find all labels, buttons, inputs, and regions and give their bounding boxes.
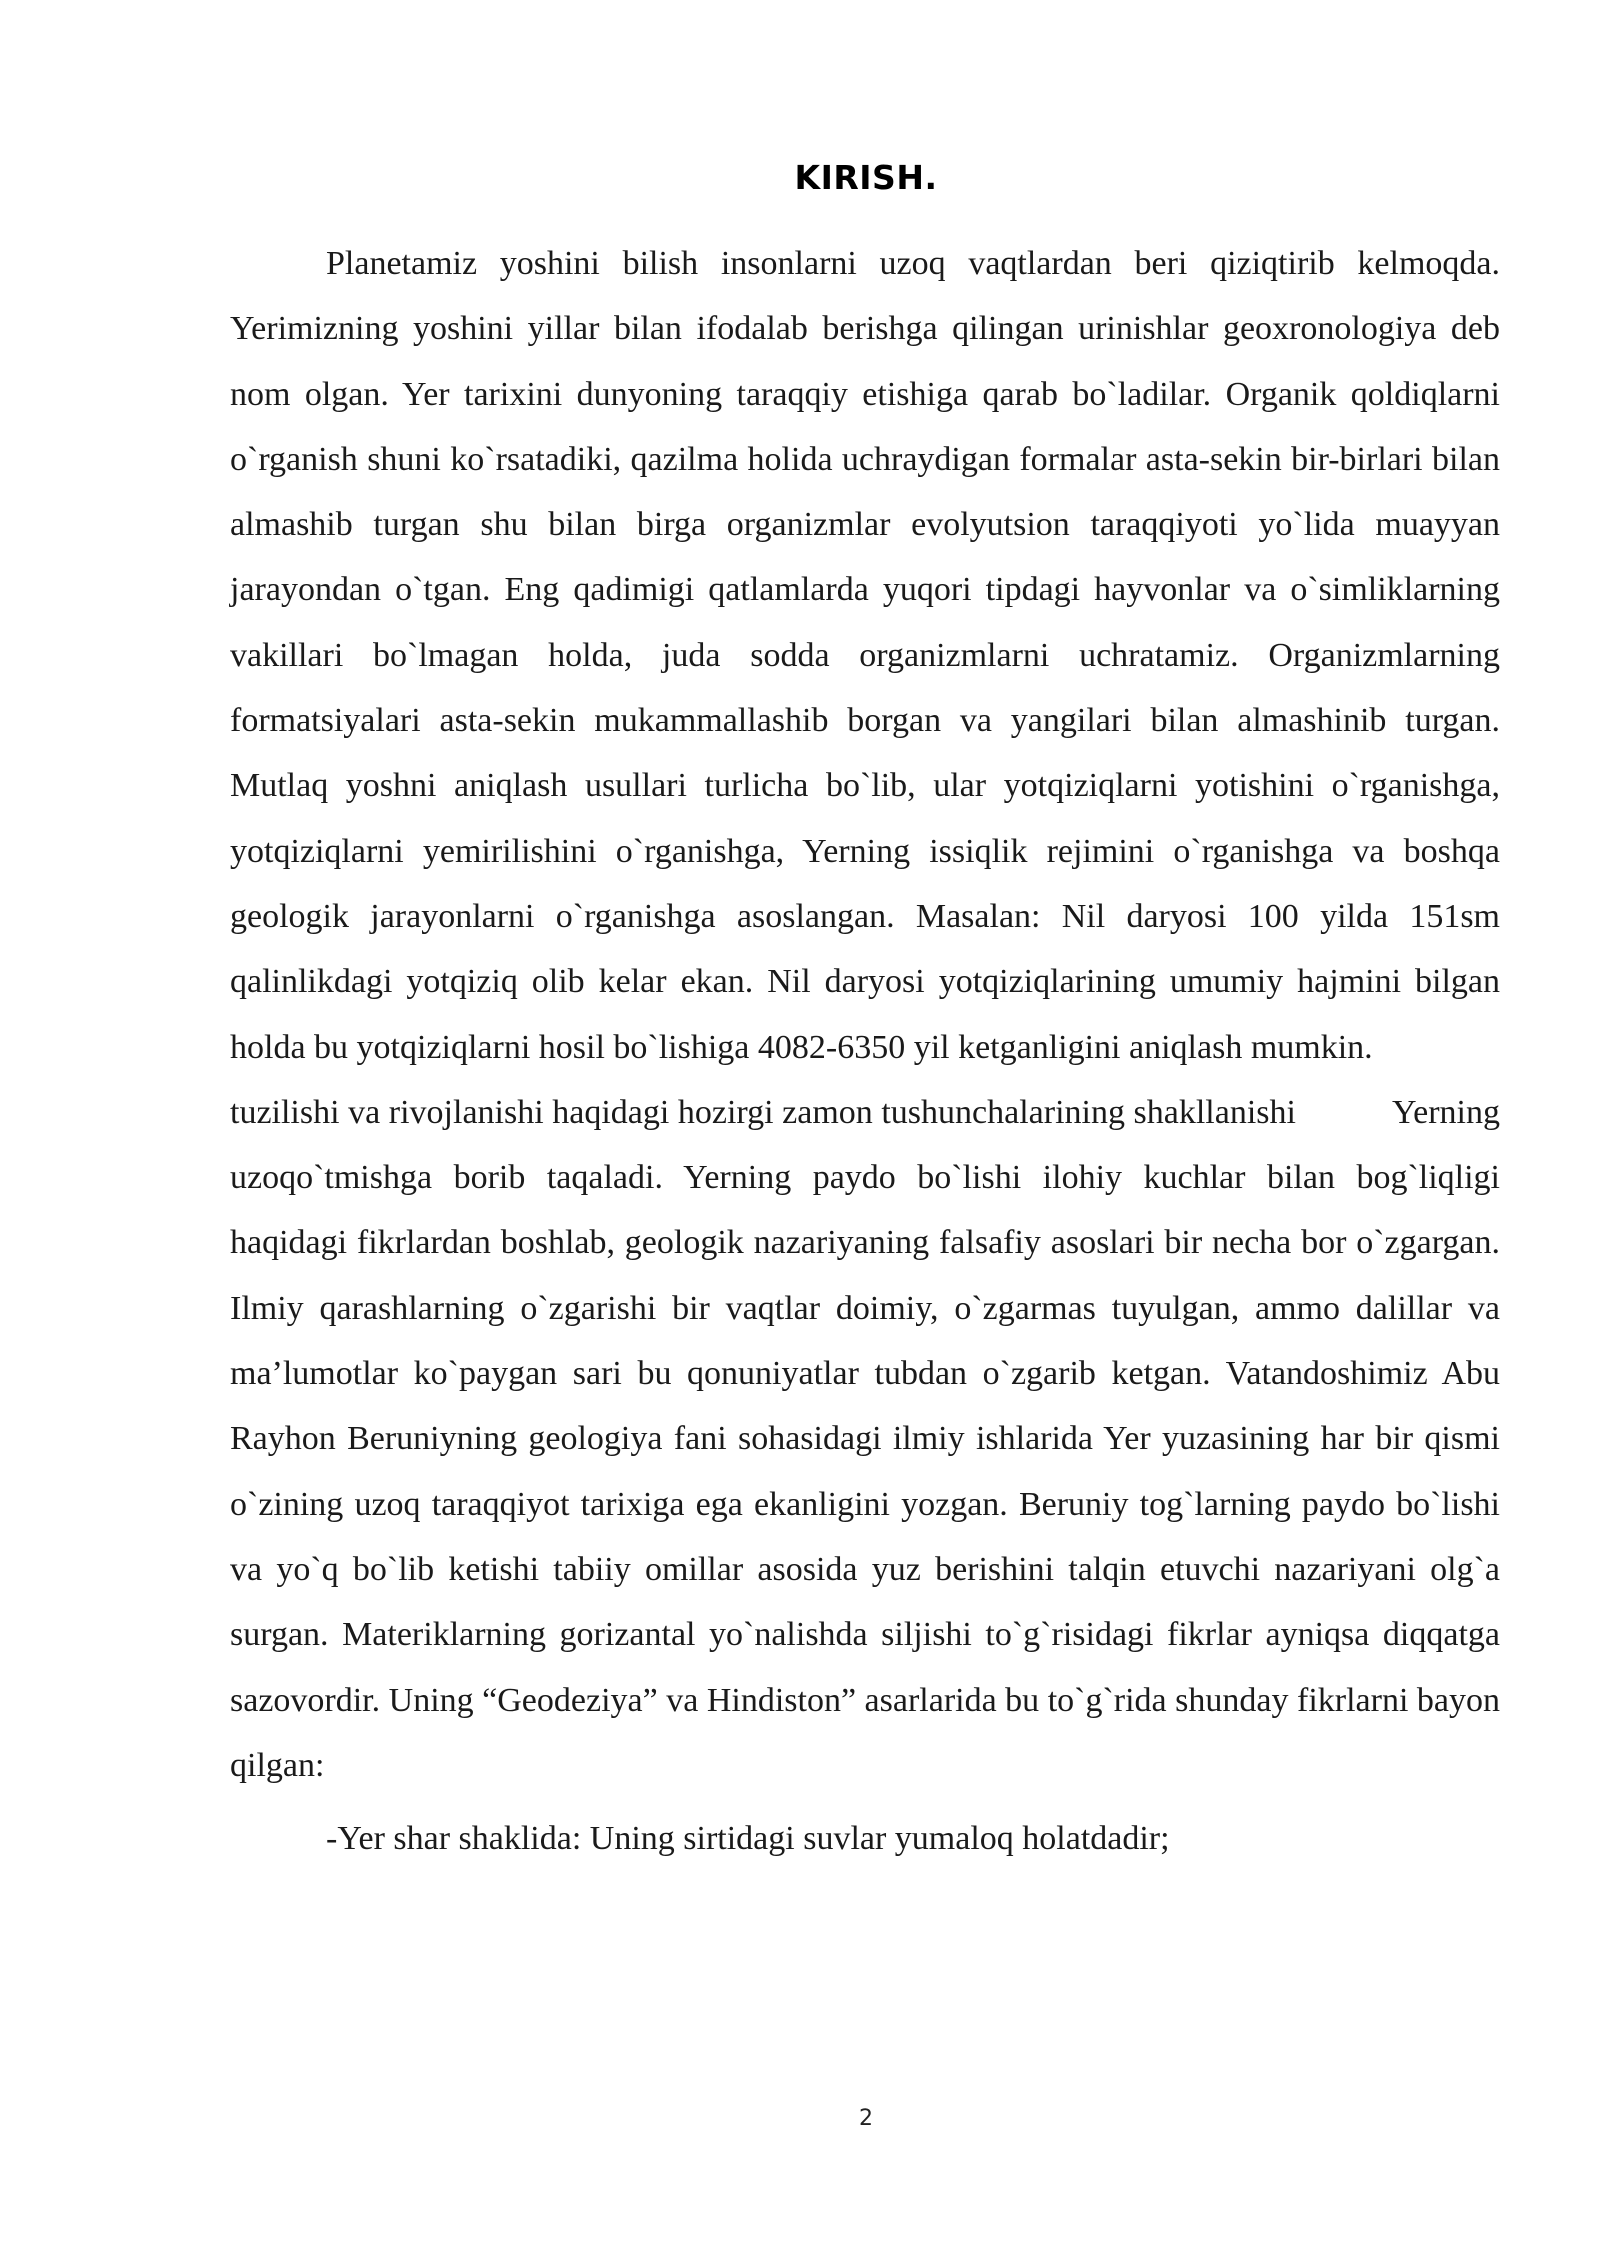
paragraph-intro-text: Planetamiz yoshini bilish insonlarni uzoq vaqtlardan beri qiziqtirib kelmoqda. Yerimizning yoshini yillar bilan ifodalab berishga qilingan urinishlar geoxronologiya deb nom olgan. Yer tarixini dunyoning taraqqiy etishiga qarab bo`ladilar. Organik qoldiqlarni o`rganish shuni ko`rsatadiki, qazilma holida uchraydigan formalar asta-sekin bir-birlari bilan almashib turgan shu bilan birga organizmlar evolyutsion taraqqiyoti yo`lida muayyan jarayondan o`tgan. Eng qadimigi qatlamlarda yuqori tipdagi hayvonlar va o`simliklarning vakillari bo`lmagan holda, juda sodda organizmlarni uchratamiz. Organizmlarning formatsiyalari asta-sekin mukammallashib borgan va yangilari bilan almashinib turgan. Mutlaq yoshni aniqlash usullari turlicha bo`lib, ular yotqiziqlarni yotishini o`rganishga, yotqiziqlarni yemirilishini o`rganishga, Yerning issiqlik rejimini o`rganishga va boshqa geologik jarayonlarni o`rganishga asoslangan. Masalan: Nil daryosi 100 yilda 151sm qalinlikdagi yotqiziq olib kelar ekan. Nil daryosi yotqiziqlarining umumiy hajmini bilgan holda bu yotqiziqlarni hosil bo`lishiga 4082-6350 yil ketganligini aniqlash mumkin.	[230, 245, 1500, 1066]
page-title: KIRISH.	[794, 158, 938, 197]
document-body	[230, 231, 1500, 1871]
list-item: -Yer shar shaklida: Uning sirtidagi suvlar yumaloq holatdadir;	[326, 1820, 1170, 1858]
paragraph-intro	[230, 231, 1500, 1131]
paragraph-continuation-word: Yerning	[1391, 1093, 1500, 1131]
paragraph-history: tuzilishi va rivojlanishi haqidagi hozirgi zamon tushunchalarining shakllanishi uzoqo`tmishga borib taqaladi. Yerning paydo bo`lishi ilohiy kuchlar bilan bog`liqligi haqidagi fikrlardan boshlab, geologik nazariyaning falsafiy asoslari bir necha bor o`zgargan. Ilmiy qarashlarning o`zgarishi bir vaqtlar doimiy, o`zgarmas tuyulgan, ammo dalillar va ma’lumotlar ko`paygan sari bu qonuniyatlar tubdan o`zgarib ketgan. Vatandoshimiz Abu Rayhon Beruniyning geologiya fani sohasidagi ilmiy ishlarida Yer yuzasining har bir qismi o`zining uzoq taraqqiyot tarixiga ega ekanligini yozgan. Beruniy tog`larning paydo bo`lishi va yo`q bo`lib ketishi tabiiy omillar asosida yuz berishini talqin etuvchi nazariyani olg`a surgan. Materiklarning gorizantal yo`nalishda siljishi to`g`risidagi fikrlar ayniqsa diqqatga sazovordir. Uning “Geodeziya” va Hindiston” asarlarida bu to`g`rida shunday fikrlarni bayon qilgan:	[230, 1093, 1500, 1784]
page-number: 2	[859, 2106, 873, 2131]
